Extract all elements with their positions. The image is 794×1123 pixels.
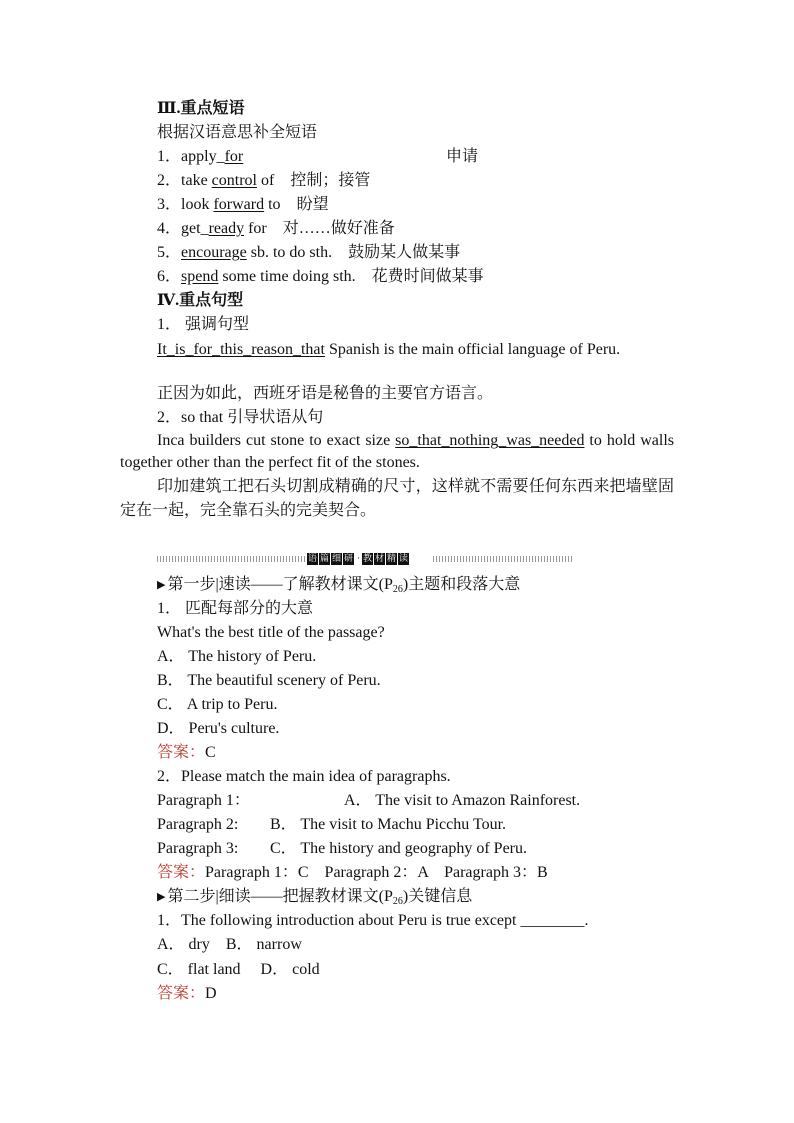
phrase-item — [157, 171, 370, 191]
step-1-q2-question: 2．Please match the main idea of paragraphs. — [157, 768, 451, 785]
badge-char: 语 — [308, 553, 318, 564]
phrase-answer: forward — [213, 196, 265, 213]
item-number: 3． — [157, 196, 182, 213]
divider-rail-right — [433, 556, 573, 562]
option-item: C． A trip to Peru. — [157, 696, 278, 713]
answer-value: C — [205, 744, 216, 761]
phrase-item — [157, 267, 484, 287]
phrase-item — [157, 219, 395, 239]
phrase-meaning: 申请 — [446, 148, 479, 165]
answer-line — [157, 984, 217, 1004]
section-4-heading: Ⅳ.重点句型 — [157, 292, 244, 309]
sentence-pattern-2-title: 2．so that 引导状语从句 — [157, 409, 324, 426]
match-row-left: Paragraph 1： — [157, 792, 250, 809]
phrase-prefix: take — [181, 172, 212, 189]
match-row-right: C． The history and geography of Peru. — [270, 840, 527, 857]
section-divider — [157, 551, 573, 567]
option-row: C． flat land D． cold — [157, 961, 320, 978]
badge-char: 篇 — [320, 553, 330, 564]
phrase-meaning: 控制；接管 — [290, 172, 371, 189]
phrase-suffix: for — [244, 220, 267, 237]
match-row-left: Paragraph 2: — [157, 816, 239, 833]
sentence-pattern-2-example — [120, 430, 674, 474]
item-number: 2． — [157, 172, 182, 189]
answer-line — [157, 863, 548, 883]
badge-char: 教 — [362, 553, 372, 564]
step-1-title: ▶ 第一步|速读——了解教材课文$(P_{26})$主题和段落大意 — [157, 576, 521, 595]
answer-line — [157, 743, 216, 763]
step-1-q1-title: 1． 匹配每部分的大意 — [157, 600, 314, 617]
item-number: 4． — [157, 220, 182, 237]
sentence-pattern-1-example — [120, 339, 674, 361]
pattern-answer: so_that_nothing_was_needed — [395, 432, 585, 449]
answer-label: 答案： — [157, 744, 206, 761]
triangle-bullet-icon: ▶ — [157, 891, 166, 903]
match-row-right: B． The visit to Machu Picchu Tour. — [270, 816, 507, 833]
phrase-answer: ready — [208, 220, 245, 237]
answer-value: D — [205, 985, 217, 1002]
section-3-heading: Ⅲ.重点短语 — [157, 100, 245, 117]
phrase-meaning: 花费时间做某事 — [371, 268, 484, 285]
step-2-title: ▶ 第二步|细读——把握教材课文$(P_{26})$关键信息 — [157, 888, 473, 907]
phrase-meaning: 对……做好准备 — [282, 220, 395, 237]
phrase-item — [157, 147, 243, 167]
badge-char: 读 — [398, 553, 408, 564]
phrase-prefix: look — [181, 196, 214, 213]
badge-char: 材 — [374, 553, 384, 564]
answer-label: 答案： — [157, 985, 206, 1002]
phrase-suffix: of — [257, 172, 275, 189]
phrase-answer: control — [211, 172, 257, 189]
phrase-answer: for — [224, 148, 244, 165]
pattern-answer: It_is_for_this_reason_that — [157, 341, 325, 358]
item-number: 5． — [157, 244, 182, 261]
phrase-suffix: to — [264, 196, 281, 213]
pattern-sentence: Spanish is the main official language of Peru. — [324, 341, 621, 358]
option-item: A． The history of Peru. — [157, 648, 317, 665]
pattern-sentence-start: Inca builders cut stone to exact size — [157, 432, 396, 449]
option-item: B． The beautiful scenery of Peru. — [157, 672, 381, 689]
item-number: 6． — [157, 268, 182, 285]
sentence-pattern-2-translation: 印加建筑工把石头切割成精确的尺寸，这样就不需要任何东西来把墙壁固定在一起，完全靠石头的完美契合。 — [120, 478, 674, 519]
match-row-left: Paragraph 3: — [157, 840, 239, 857]
phrase-answer: spend — [181, 268, 219, 285]
divider-rail-left — [157, 556, 305, 562]
answer-value: Paragraph 1：C Paragraph 2：A Paragraph 3：B — [205, 864, 548, 881]
badge-char: 精 — [386, 553, 396, 564]
step-1-q1-question: What's the best title of the passage? — [157, 624, 385, 641]
triangle-bullet-icon: ▶ — [157, 579, 166, 591]
answer-label: 答案： — [157, 864, 206, 881]
option-item: D． Peru's culture. — [157, 720, 280, 737]
option-row: A． dry B． narrow — [157, 936, 302, 953]
section-3-instruction: 根据汉语意思补全短语 — [157, 124, 318, 141]
section-badge — [307, 552, 410, 565]
sentence-pattern-1-translation: 正因为如此，西班牙语是秘鲁的主要官方语言。 — [157, 385, 494, 402]
step-2-q1-question: 1．The following introduction about Peru is true except ________. — [157, 912, 589, 929]
phrase-item — [157, 243, 460, 263]
badge-char: 细 — [332, 553, 342, 564]
sentence-pattern-1-title: 1． 强调句型 — [157, 316, 250, 333]
phrase-suffix: sb. to do sth. — [246, 244, 333, 261]
phrase-suffix: some time doing sth. — [218, 268, 356, 285]
phrase-meaning: 盼望 — [296, 196, 329, 213]
phrase-item — [157, 195, 329, 215]
phrase-answer: encourage — [181, 244, 247, 261]
phrase-meaning: 鼓励某人做某事 — [348, 244, 461, 261]
phrase-prefix: get_ — [181, 220, 209, 237]
pattern-sentence-end: to hold walls together other than the perfect fit of the stones. — [120, 432, 675, 471]
badge-dot: · — [357, 553, 360, 564]
item-number: 1． — [157, 148, 182, 165]
phrase-prefix: apply_ — [181, 148, 225, 165]
match-row-right: A． The visit to Amazon Rainforest. — [344, 792, 581, 809]
badge-char: 研 — [344, 553, 354, 564]
